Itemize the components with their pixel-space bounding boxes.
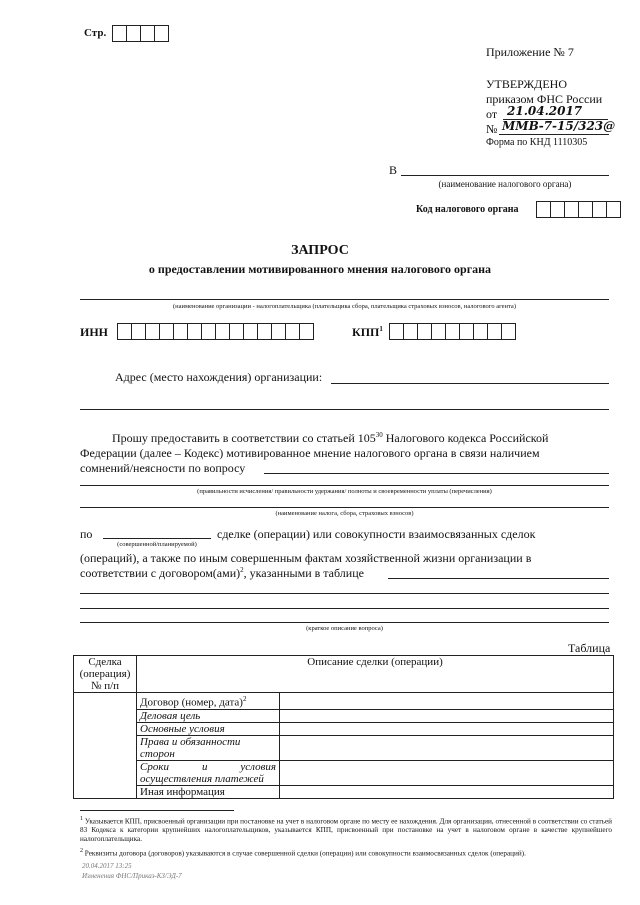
table-row [74, 735, 614, 760]
order-date: 21.04.2017 [507, 104, 583, 118]
table-row [74, 785, 614, 798]
table-label: Таблица [568, 641, 611, 655]
question-caption-1: (правильности исчисления/ правильности удержания/ полноты и своевременности уплаты (перечисления) [197, 488, 492, 495]
description-caption: (краткое описание вопроса) [306, 625, 383, 632]
deal-status-caption: (совершенной/планируемой) [117, 541, 197, 548]
request-line-2: Федерации (далее – Кодекс) мотивированное мнение налогового органа в связи наличием [80, 446, 540, 460]
description-field-2[interactable] [80, 593, 609, 594]
address-label: Адрес (место нахождения) организации: [115, 370, 323, 384]
document-title: ЗАПРОС [291, 243, 349, 258]
order-number: ММВ-7-15/323@ [502, 119, 616, 133]
row-value-other-info[interactable] [280, 785, 614, 798]
column-header-number: Сделка (операция) № п/п [74, 656, 137, 693]
table-row [74, 709, 614, 722]
page-label: Стр. [84, 27, 107, 39]
row-label-other-info: Иная информация [137, 785, 280, 798]
order-label: приказом ФНС России [486, 92, 603, 106]
deal-number-cell[interactable] [74, 693, 137, 799]
row-label-contract: Договор (номер, дата)$^2$ [137, 693, 280, 710]
kpp-cells[interactable] [389, 323, 516, 340]
approved-label: УТВЕРЖДЕНО [486, 77, 568, 91]
table-row [74, 760, 614, 785]
footnote-separator [80, 810, 234, 811]
footnote-1: $^1$ Указывается КПП, присвоенный организации при постановке на учет в налоговом органе по месту ее нахождения. Для организации, отнесенной в соответствии со статьей 83 Кодекса к категории крупнейших налогоплательщиков, указывается КПП, присвоенный при постановке на учет в налоговом органе в качестве крупнейшего налогоплательщика. [80, 816, 612, 844]
appendix-label: Приложение № 7 [486, 45, 574, 59]
question-field-2[interactable] [80, 485, 609, 486]
description-field-1[interactable] [388, 578, 609, 579]
row-value-payment-terms[interactable] [280, 760, 614, 785]
deal-status-field[interactable] [103, 538, 211, 539]
table-row [74, 693, 614, 710]
request-line-3: сомнений/неясности по вопросу [80, 461, 246, 475]
tax-authority-name-field[interactable] [401, 175, 609, 176]
row-value-contract[interactable] [280, 693, 614, 710]
address-field-1[interactable] [331, 383, 609, 384]
form-code: Форма по КНД 1110305 [486, 137, 588, 148]
row-value-business-goal[interactable] [280, 709, 614, 722]
print-stamp-2: Изменения ФНС/Приказ-КЗ/ЭД-7 [82, 872, 182, 880]
description-field-4[interactable] [80, 622, 609, 623]
row-label-business-goal: Деловая цель [137, 709, 280, 722]
order-number-label: № [486, 122, 498, 136]
request-line-5: (операций), а также по иным совершенным фактам хозяйственной жизни организации в [80, 551, 532, 565]
inn-label: ИНН [80, 325, 109, 339]
tax-name-caption: (наименование налога, сбора, страховых взносов) [275, 510, 414, 517]
question-field-1[interactable] [264, 473, 609, 474]
kpp-footnote-ref: 1 [379, 325, 383, 333]
column-header-description: Описание сделки (операции) [137, 656, 614, 693]
organization-name-caption: (наименование организации - налогоплательщика (плательщика сбора, плательщика страховых взносов, налогового агента) [172, 303, 516, 310]
document-subtitle: о предоставлении мотивированного мнения налогового органа [148, 262, 492, 276]
table-row [74, 722, 614, 735]
organization-name-field[interactable] [80, 299, 609, 300]
request-line-4: сделке (операции) или совокупности взаимосвязанных сделок [217, 527, 536, 541]
row-value-rights[interactable] [280, 735, 614, 760]
order-from-label: от [486, 107, 498, 121]
row-label-payment-terms: Сроки и условия осуществления платежей [137, 760, 280, 785]
tax-authority-caption: (наименование налогового органа) [438, 179, 572, 189]
description-field-3[interactable] [80, 608, 609, 609]
address-field-2[interactable] [80, 409, 609, 410]
po-label: по [80, 527, 93, 541]
row-value-main-terms[interactable] [280, 722, 614, 735]
tax-name-field[interactable] [80, 507, 609, 508]
request-line-6: соответствии с договором(ами)$^2$, указанными в таблице [80, 566, 364, 580]
tax-authority-code-label: Код налогового органа [416, 204, 519, 215]
order-number-line [499, 134, 609, 135]
to-label: В [389, 163, 398, 177]
kpp-label: КПП$^1$ [352, 325, 383, 339]
deals-table [73, 655, 614, 799]
print-stamp-1: 20.04.2017 13:25 [82, 862, 132, 870]
inn-cells[interactable] [117, 323, 314, 340]
row-label-rights: Права и обязанности сторон [137, 735, 280, 760]
row-label-main-terms: Основные условия [137, 722, 280, 735]
tax-authority-code-cells[interactable] [536, 201, 621, 218]
request-line-1: Прошу предоставить в соответствии со статьей $105^{30}$ Налогового кодекса Российской [112, 431, 549, 445]
footnote-2: $^2$ Реквизиты договора (договоров) указываются в случае совершенной сделки (операции) или совокупности взаимосвязанных сделок (операций). [80, 848, 526, 858]
page-number-cells[interactable] [112, 25, 169, 42]
